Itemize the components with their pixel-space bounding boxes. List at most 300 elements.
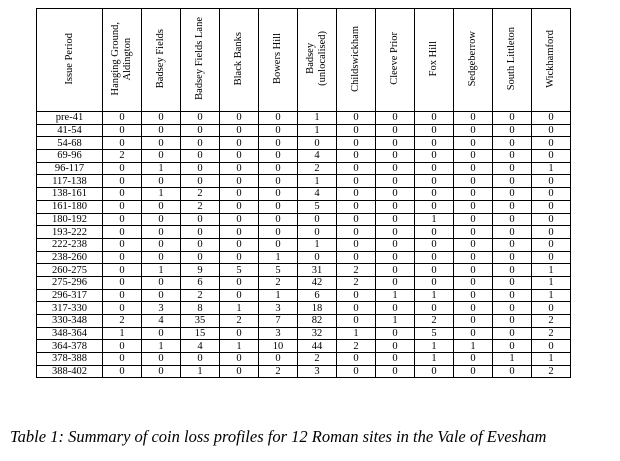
coin-count-cell: 0	[415, 226, 454, 239]
issue-period-cell: 41-54	[37, 124, 103, 137]
coin-count-cell: 1	[415, 289, 454, 302]
coin-count-cell: 3	[259, 302, 298, 315]
column-header-label	[233, 32, 245, 85]
coin-count-cell: 0	[337, 162, 376, 175]
coin-count-cell: 2	[532, 327, 571, 340]
coin-count-cell: 2	[259, 276, 298, 289]
coin-count-cell: 0	[376, 365, 415, 378]
coin-count-cell: 0	[532, 213, 571, 226]
coin-count-cell: 0	[220, 365, 259, 378]
coin-count-cell: 0	[220, 175, 259, 188]
coin-count-cell: 0	[493, 137, 532, 150]
coin-count-cell: 0	[103, 365, 142, 378]
coin-count-cell: 0	[415, 276, 454, 289]
coin-count-cell: 0	[454, 175, 493, 188]
coin-count-cell: 0	[142, 353, 181, 366]
coin-count-cell: 2	[298, 162, 337, 175]
coin-count-cell: 0	[259, 353, 298, 366]
coin-count-cell: 0	[415, 162, 454, 175]
coin-count-cell: 0	[532, 137, 571, 150]
coin-count-cell: 1	[415, 213, 454, 226]
column-header-site	[415, 9, 454, 112]
coin-count-cell: 0	[532, 302, 571, 315]
issue-period-cell: 193-222	[37, 226, 103, 239]
coin-count-cell: 0	[454, 302, 493, 315]
coin-count-cell: 0	[142, 251, 181, 264]
column-header-label	[545, 30, 557, 88]
issue-period-cell: 117-138	[37, 175, 103, 188]
coin-count-cell: 0	[220, 200, 259, 213]
issue-period-cell: 54-68	[37, 137, 103, 150]
table-caption: Table 1: Summary of coin loss profiles for 12 Roman sites in the Vale of Evesham	[10, 427, 547, 446]
coin-count-cell: 0	[298, 226, 337, 239]
coin-count-cell: 0	[181, 112, 220, 125]
coin-count-cell: 4	[298, 188, 337, 201]
coin-count-cell: 0	[532, 112, 571, 125]
coin-count-cell: 0	[103, 162, 142, 175]
column-header-label	[155, 29, 167, 88]
coin-count-cell: 0	[454, 112, 493, 125]
coin-count-cell: 0	[337, 213, 376, 226]
coin-count-cell: 0	[454, 315, 493, 328]
coin-count-cell: 4	[298, 150, 337, 163]
coin-count-cell: 1	[298, 124, 337, 137]
column-header-line: Hanging Ground,	[110, 21, 121, 96]
column-header-site	[532, 9, 571, 112]
column-header-label	[110, 22, 134, 96]
coin-count-cell: 0	[142, 175, 181, 188]
column-header-line: (unlocalised)	[317, 31, 328, 86]
coin-count-cell: 0	[454, 264, 493, 277]
coin-count-cell: 6	[181, 276, 220, 289]
coin-count-cell: 0	[220, 251, 259, 264]
coin-count-cell: 0	[493, 124, 532, 137]
coin-count-cell: 0	[103, 188, 142, 201]
column-header-site	[337, 9, 376, 112]
coin-count-cell: 0	[181, 226, 220, 239]
column-header-site	[454, 9, 493, 112]
coin-count-cell: 0	[337, 353, 376, 366]
coin-count-cell: 0	[493, 315, 532, 328]
coin-count-cell: 0	[220, 112, 259, 125]
table-row	[37, 264, 571, 277]
coin-count-cell: 0	[142, 137, 181, 150]
table-row	[37, 200, 571, 213]
coin-count-cell: 0	[220, 353, 259, 366]
coin-count-cell: 0	[532, 188, 571, 201]
coin-count-cell: 42	[298, 276, 337, 289]
coin-count-cell: 1	[532, 264, 571, 277]
coin-count-cell: 1	[532, 353, 571, 366]
coin-count-cell: 0	[103, 251, 142, 264]
coin-count-cell: 3	[298, 365, 337, 378]
coin-count-cell: 8	[181, 302, 220, 315]
issue-period-cell: 161-180	[37, 200, 103, 213]
column-header-line: Aldington	[122, 37, 133, 80]
coin-count-cell: 0	[493, 188, 532, 201]
coin-count-cell: 2	[532, 315, 571, 328]
coin-count-cell: 0	[220, 327, 259, 340]
coin-count-cell: 0	[415, 238, 454, 251]
table-row	[37, 150, 571, 163]
coin-count-cell: 0	[376, 238, 415, 251]
coin-count-cell: 0	[181, 150, 220, 163]
coin-count-cell: 0	[142, 289, 181, 302]
coin-count-cell: 0	[181, 353, 220, 366]
coin-count-cell: 1	[259, 289, 298, 302]
coin-count-cell: 0	[454, 251, 493, 264]
coin-count-cell: 0	[142, 226, 181, 239]
coin-count-cell: 2	[181, 200, 220, 213]
coin-count-cell: 0	[103, 276, 142, 289]
coin-count-cell: 0	[493, 200, 532, 213]
coin-count-cell: 2	[532, 365, 571, 378]
coin-count-cell: 0	[181, 137, 220, 150]
coin-count-cell: 1	[298, 238, 337, 251]
column-header-label	[194, 17, 206, 100]
coin-count-cell: 0	[181, 238, 220, 251]
coin-count-cell: 0	[532, 150, 571, 163]
coin-count-cell: 0	[259, 137, 298, 150]
coin-count-cell: 0	[259, 175, 298, 188]
coin-count-cell: 0	[103, 124, 142, 137]
coin-count-cell: 0	[259, 200, 298, 213]
coin-count-cell: 2	[220, 315, 259, 328]
issue-period-cell: 348-364	[37, 327, 103, 340]
coin-count-cell: 0	[337, 289, 376, 302]
coin-count-cell: 0	[337, 315, 376, 328]
issue-period-cell: 275-296	[37, 276, 103, 289]
coin-count-cell: 0	[415, 175, 454, 188]
coin-count-cell: 0	[532, 340, 571, 353]
column-header-line: Badsey Fields	[155, 28, 166, 89]
coin-count-cell: 0	[454, 162, 493, 175]
coin-count-cell: 0	[220, 137, 259, 150]
issue-period-cell: 296-317	[37, 289, 103, 302]
coin-count-cell: 0	[415, 150, 454, 163]
coin-count-cell: 1	[532, 162, 571, 175]
coin-count-cell: 1	[298, 112, 337, 125]
table-row	[37, 112, 571, 125]
coin-count-cell: 3	[142, 302, 181, 315]
coin-count-cell: 0	[376, 213, 415, 226]
column-header-line: Badsey	[305, 43, 316, 74]
coin-count-cell: 0	[259, 238, 298, 251]
coin-count-cell: 1	[376, 289, 415, 302]
coin-count-cell: 0	[415, 188, 454, 201]
coin-count-cell: 0	[337, 175, 376, 188]
coin-count-cell: 0	[532, 226, 571, 239]
coin-count-cell: 0	[142, 124, 181, 137]
coin-count-cell: 0	[493, 150, 532, 163]
column-header-line: Bowers Hill	[272, 32, 283, 85]
coin-count-cell: 0	[142, 213, 181, 226]
coin-count-cell: 0	[259, 124, 298, 137]
issue-period-cell: 330-348	[37, 315, 103, 328]
coin-count-cell: 0	[103, 175, 142, 188]
coin-count-cell: 0	[376, 162, 415, 175]
coin-count-cell: 0	[376, 264, 415, 277]
table-row	[37, 289, 571, 302]
coin-count-cell: 7	[259, 315, 298, 328]
coin-count-cell: 0	[103, 353, 142, 366]
coin-count-cell: 6	[298, 289, 337, 302]
table-body	[37, 112, 571, 378]
coin-count-cell: 0	[454, 124, 493, 137]
column-header-site	[181, 9, 220, 112]
column-header-site	[220, 9, 259, 112]
coin-count-cell: 0	[376, 340, 415, 353]
coin-count-cell: 0	[181, 251, 220, 264]
coin-count-cell: 0	[337, 302, 376, 315]
coin-count-cell: 0	[337, 238, 376, 251]
coin-count-cell: 0	[103, 213, 142, 226]
coin-count-cell: 1	[454, 340, 493, 353]
coin-count-cell: 1	[220, 340, 259, 353]
coin-count-cell: 0	[376, 124, 415, 137]
coin-count-cell: 1	[532, 289, 571, 302]
coin-count-cell: 31	[298, 264, 337, 277]
coin-count-cell: 0	[337, 150, 376, 163]
coin-count-cell: 0	[103, 112, 142, 125]
coin-count-cell: 0	[454, 150, 493, 163]
coin-count-cell: 1	[103, 327, 142, 340]
coin-count-cell: 0	[259, 150, 298, 163]
coin-count-cell: 0	[220, 289, 259, 302]
coin-count-cell: 0	[376, 276, 415, 289]
coin-count-cell: 0	[142, 150, 181, 163]
table-row	[37, 188, 571, 201]
coin-count-cell: 1	[532, 276, 571, 289]
coin-count-cell: 2	[415, 315, 454, 328]
coin-count-cell: 0	[181, 213, 220, 226]
coin-count-cell: 0	[454, 276, 493, 289]
coin-count-cell: 2	[181, 188, 220, 201]
coin-count-cell: 32	[298, 327, 337, 340]
coin-count-cell: 2	[259, 365, 298, 378]
coin-count-cell: 0	[376, 188, 415, 201]
coin-count-cell: 2	[337, 340, 376, 353]
coin-count-cell: 2	[103, 150, 142, 163]
coin-count-cell: 0	[415, 112, 454, 125]
coin-count-cell: 0	[259, 162, 298, 175]
coin-count-cell: 0	[103, 226, 142, 239]
coin-count-cell: 0	[298, 213, 337, 226]
coin-count-cell: 0	[259, 188, 298, 201]
coin-count-cell: 0	[376, 226, 415, 239]
coin-count-cell: 0	[454, 188, 493, 201]
coin-count-cell: 0	[142, 200, 181, 213]
coin-count-cell: 0	[181, 124, 220, 137]
coin-count-cell: 0	[142, 327, 181, 340]
coin-count-cell: 0	[220, 226, 259, 239]
coin-count-cell: 44	[298, 340, 337, 353]
coin-count-cell: 0	[259, 226, 298, 239]
coin-count-cell: 1	[142, 340, 181, 353]
coin-count-cell: 0	[454, 226, 493, 239]
column-header-label	[64, 33, 76, 85]
coin-count-cell: 0	[103, 200, 142, 213]
issue-period-cell: 238-260	[37, 251, 103, 264]
table-row	[37, 276, 571, 289]
coin-count-cell: 0	[376, 302, 415, 315]
issue-period-cell: 260-275	[37, 264, 103, 277]
coin-count-cell: 0	[376, 150, 415, 163]
column-header-line: Black Banks	[233, 31, 244, 86]
issue-period-cell: 317-330	[37, 302, 103, 315]
coin-count-cell: 3	[259, 327, 298, 340]
table-row	[37, 251, 571, 264]
coin-count-cell: 0	[298, 137, 337, 150]
coin-count-cell: 0	[376, 175, 415, 188]
coin-count-cell: 0	[220, 162, 259, 175]
coin-count-cell: 0	[181, 175, 220, 188]
coin-count-cell: 9	[181, 264, 220, 277]
coin-count-cell: 0	[103, 340, 142, 353]
coin-count-cell: 1	[259, 251, 298, 264]
column-header-site	[103, 9, 142, 112]
coin-count-cell: 18	[298, 302, 337, 315]
issue-period-cell: 222-238	[37, 238, 103, 251]
coin-count-cell: 1	[298, 175, 337, 188]
coin-count-cell: 0	[142, 238, 181, 251]
coin-count-cell: 0	[493, 264, 532, 277]
coin-count-cell: 0	[259, 112, 298, 125]
coin-count-cell: 0	[376, 200, 415, 213]
coin-count-cell: 0	[493, 175, 532, 188]
coin-count-cell: 0	[493, 340, 532, 353]
coin-count-cell: 0	[454, 353, 493, 366]
coin-count-cell: 0	[220, 213, 259, 226]
column-header-label	[428, 41, 440, 76]
table-row	[37, 124, 571, 137]
coin-count-cell: 0	[337, 188, 376, 201]
coin-count-cell: 0	[142, 276, 181, 289]
column-header-site	[298, 9, 337, 112]
column-header-line: Fox Hill	[428, 40, 439, 77]
coin-count-cell: 0	[337, 251, 376, 264]
coin-count-cell: 0	[103, 137, 142, 150]
coin-count-cell: 82	[298, 315, 337, 328]
table-row	[37, 327, 571, 340]
table-row	[37, 315, 571, 328]
column-header-site	[493, 9, 532, 112]
coin-count-cell: 0	[103, 289, 142, 302]
coin-count-cell: 0	[454, 200, 493, 213]
coin-count-cell: 0	[493, 302, 532, 315]
coin-count-cell: 1	[220, 302, 259, 315]
coin-count-cell: 0	[376, 353, 415, 366]
table-row	[37, 213, 571, 226]
coin-count-cell: 0	[220, 276, 259, 289]
table-row	[37, 162, 571, 175]
issue-period-cell: 96-117	[37, 162, 103, 175]
coin-count-cell: 0	[415, 251, 454, 264]
coin-count-cell: 0	[532, 124, 571, 137]
coin-count-cell: 0	[532, 200, 571, 213]
coin-loss-table	[36, 8, 571, 378]
coin-count-cell: 1	[337, 327, 376, 340]
coin-count-cell: 0	[337, 137, 376, 150]
column-header-line: Childswickham	[350, 25, 361, 92]
coin-count-cell: 1	[415, 353, 454, 366]
column-header-line: Sedgeberrow	[467, 30, 478, 87]
column-header-label	[467, 31, 479, 86]
coin-count-cell: 4	[181, 340, 220, 353]
column-header-label	[272, 33, 284, 84]
coin-count-cell: 0	[493, 289, 532, 302]
table-row	[37, 238, 571, 251]
coin-count-cell: 2	[181, 289, 220, 302]
column-header-line: Cleeve Prior	[389, 32, 400, 85]
coin-count-cell: 0	[376, 327, 415, 340]
column-header-line: Badsey Fields Lane	[194, 17, 205, 100]
coin-count-cell: 0	[493, 365, 532, 378]
coin-count-cell: 1	[493, 353, 532, 366]
coin-count-cell: 5	[415, 327, 454, 340]
column-header-line: Issue Period	[63, 32, 75, 85]
issue-period-cell: 180-192	[37, 213, 103, 226]
coin-count-cell: 5	[298, 200, 337, 213]
coin-count-cell: 0	[415, 200, 454, 213]
coin-count-cell: 1	[376, 315, 415, 328]
table-row	[37, 353, 571, 366]
coin-count-cell: 0	[415, 264, 454, 277]
coin-count-cell: 0	[298, 251, 337, 264]
coin-count-cell: 0	[376, 251, 415, 264]
column-header-line: South Littleton	[506, 26, 517, 91]
coin-count-cell: 0	[493, 162, 532, 175]
coin-count-cell: 0	[142, 365, 181, 378]
coin-count-cell: 2	[298, 353, 337, 366]
column-header-label	[305, 31, 329, 86]
coin-count-cell: 2	[103, 315, 142, 328]
coin-count-cell: 0	[181, 162, 220, 175]
coin-count-cell: 1	[142, 162, 181, 175]
coin-count-cell: 0	[415, 365, 454, 378]
column-header-site	[259, 9, 298, 112]
coin-count-cell: 0	[532, 175, 571, 188]
coin-count-cell: 0	[337, 200, 376, 213]
table-row	[37, 137, 571, 150]
coin-count-cell: 0	[376, 137, 415, 150]
coin-count-cell: 0	[103, 238, 142, 251]
coin-count-cell: 5	[259, 264, 298, 277]
coin-count-cell: 1	[181, 365, 220, 378]
table-row	[37, 226, 571, 239]
column-header-site	[376, 9, 415, 112]
coin-count-cell: 1	[142, 188, 181, 201]
coin-count-cell: 0	[415, 124, 454, 137]
coin-count-cell: 0	[337, 124, 376, 137]
table-row	[37, 302, 571, 315]
coin-count-cell: 0	[259, 213, 298, 226]
coin-count-cell: 0	[493, 112, 532, 125]
coin-count-cell: 0	[493, 276, 532, 289]
column-header-issue-period	[37, 9, 103, 112]
coin-count-cell: 0	[103, 302, 142, 315]
coin-count-cell: 0	[454, 238, 493, 251]
coin-count-cell: 5	[220, 264, 259, 277]
coin-count-cell: 0	[337, 365, 376, 378]
coin-count-cell: 0	[220, 124, 259, 137]
column-header-site	[142, 9, 181, 112]
issue-period-cell: 388-402	[37, 365, 103, 378]
coin-count-cell: 0	[220, 238, 259, 251]
coin-count-cell: 15	[181, 327, 220, 340]
coin-count-cell: 0	[337, 112, 376, 125]
coin-count-cell: 1	[415, 340, 454, 353]
